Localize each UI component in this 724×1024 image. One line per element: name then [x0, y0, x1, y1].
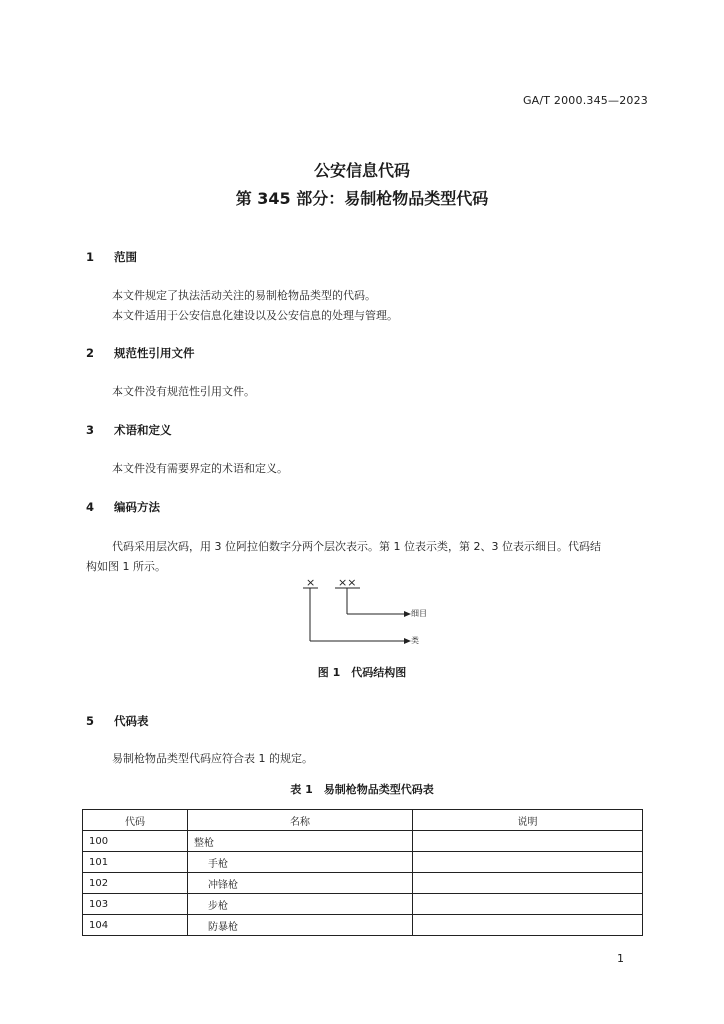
- code-cell: 102: [83, 873, 188, 894]
- section-title: 规范性引用文件: [114, 346, 195, 360]
- doc-subtitle: 第 345 部分：易制枪物品类型代码: [235, 189, 489, 208]
- code-cell: 104: [83, 915, 188, 936]
- section-heading-2: [86, 345, 195, 361]
- section-number: 5: [86, 714, 95, 728]
- table-row: [83, 873, 643, 894]
- figure-class-symbol: ×: [306, 576, 316, 589]
- section-heading-3: [86, 422, 172, 438]
- document-number: GA/T 2000.345—2023: [522, 94, 648, 107]
- name-cell: 手枪: [188, 852, 413, 873]
- paragraph: 易制枪物品类型代码应符合表 1 的规定。: [112, 752, 313, 765]
- paragraph: 代码采用层次码，用 3 位阿拉伯数字分两个层次表示。第 1 位表示类，第 2、3 位表示细目。代码结: [112, 540, 601, 553]
- label-class: 类: [411, 636, 419, 645]
- code-cell: 100: [83, 831, 188, 852]
- section-title: 术语和定义: [114, 423, 172, 437]
- table-caption: 表 1 易制枪物品类型代码表: [290, 783, 434, 796]
- detail-arrowhead: [404, 611, 411, 617]
- page-number: 1: [617, 952, 624, 965]
- section-number: 4: [86, 500, 95, 514]
- code-table: [82, 809, 643, 936]
- table-row: [83, 852, 643, 873]
- note-cell: [413, 852, 643, 873]
- code-cell: 101: [83, 852, 188, 873]
- class-arrowhead: [404, 638, 411, 644]
- paragraph: 本文件规定了执法活动关注的易制枪物品类型的代码。: [112, 289, 376, 302]
- column-header-name: 名称: [188, 810, 413, 831]
- section-title: 范围: [114, 250, 137, 264]
- label-detail: 细目: [411, 609, 427, 618]
- section-number: 3: [86, 423, 95, 437]
- code-structure-diagram: [290, 585, 420, 655]
- figure-detail-symbol: ××: [338, 576, 357, 589]
- table-row: [83, 915, 643, 936]
- table-row: [83, 831, 643, 852]
- paragraph: 本文件没有规范性引用文件。: [112, 385, 255, 398]
- section-number: 1: [86, 250, 95, 264]
- name-cell: 冲锋枪: [188, 873, 413, 894]
- section-heading-1: [86, 249, 137, 265]
- column-header-code: 代码: [83, 810, 188, 831]
- name-cell: 防暴枪: [188, 915, 413, 936]
- note-cell: [413, 831, 643, 852]
- paragraph: 本文件没有需要界定的术语和定义。: [112, 462, 288, 475]
- section-heading-4: [86, 499, 160, 515]
- section-title: 代码表: [114, 714, 149, 728]
- table-header-row: [83, 810, 643, 831]
- paragraph: 本文件适用于公安信息化建设以及公安信息的处理与管理。: [112, 309, 398, 322]
- section-title: 编码方法: [114, 500, 160, 514]
- section-number: 2: [86, 346, 95, 360]
- note-cell: [413, 873, 643, 894]
- doc-title: 公安信息代码: [313, 161, 410, 180]
- paragraph: 构如图 1 所示。: [86, 560, 166, 573]
- section-heading-5: [86, 713, 149, 729]
- name-cell: 步枪: [188, 894, 413, 915]
- table-row: [83, 894, 643, 915]
- note-cell: [413, 915, 643, 936]
- note-cell: [413, 894, 643, 915]
- code-cell: 103: [83, 894, 188, 915]
- column-header-note: 说明: [413, 810, 643, 831]
- name-cell: 整枪: [188, 831, 413, 852]
- figure-caption: 图 1 代码结构图: [317, 666, 407, 679]
